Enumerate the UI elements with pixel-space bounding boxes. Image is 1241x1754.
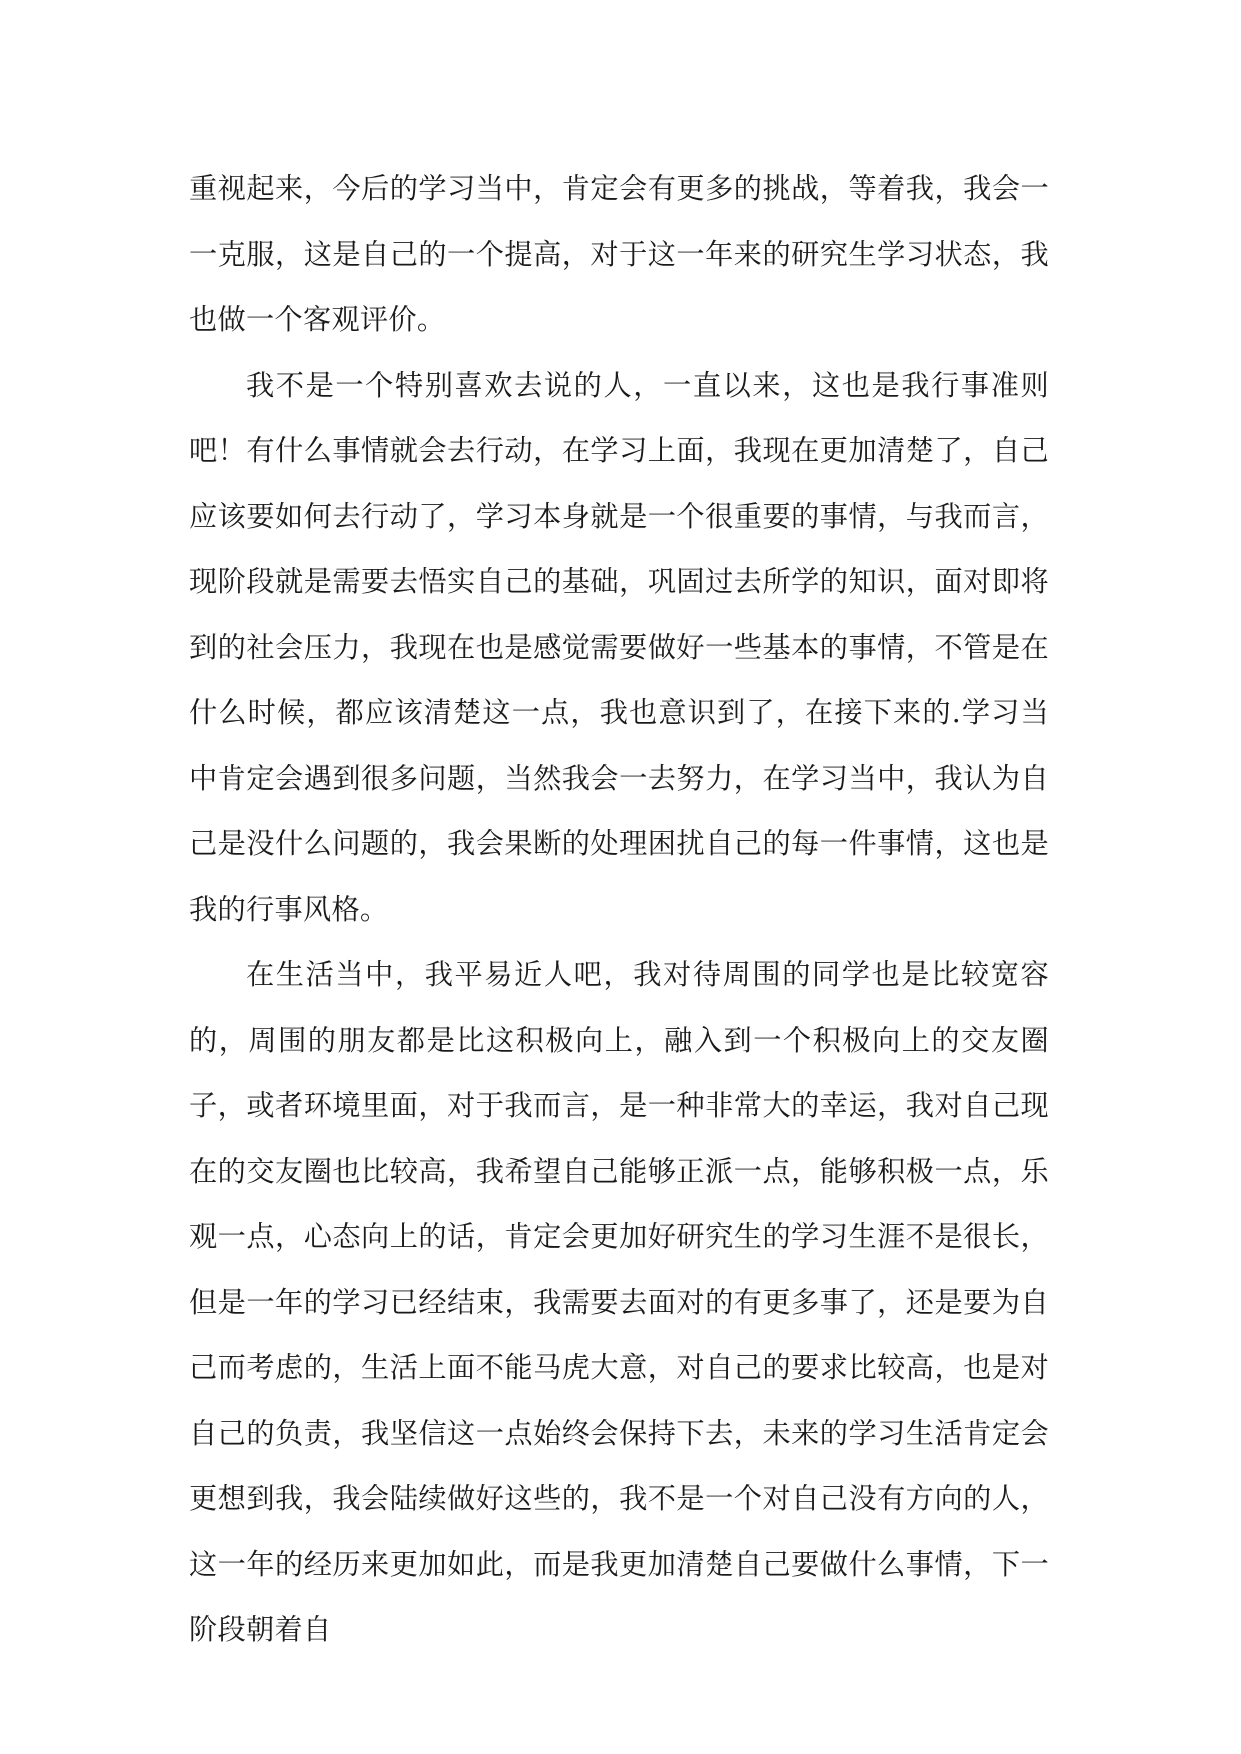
document-body — [189, 156, 1049, 1663]
paragraph-1: 重视起来，今后的学习当中，肯定会有更多的挑战，等着我，我会一一克服，这是自己的一个提高，对于这一年来的研究生学习状态，我也做一个客观评价。 — [189, 172, 1049, 336]
paragraph-2: 我不是一个特别喜欢去说的人，一直以来，这也是我行事准则吧！有什么事情就会去行动，在学习上面，我现在更加清楚了，自己应该要如何去行动了，学习本身就是一个很重要的事情，与我而言，现阶段就是需要去悟实自己的基础，巩固过去所学的知识，面对即将到的社会压力，我现在也是感觉需要做好一些基本的事情，不管是在什么时候，都应该清楚这一点，我也意识到了，在接下来的.学习当中肯定会遇到很多问题，当然我会一去努力，在学习当中，我认为自己是没什么问题的，我会果断的处理困扰自己的每一件事情，这也是我的行事风格。 — [189, 368, 1049, 926]
paragraph-3: 在生活当中，我平易近人吧，我对待周围的同学也是比较宽容的，周围的朋友都是比这积极向上，融入到一个积极向上的交友圈子，或者环境里面，对于我而言，是一种非常大的幸运，我对自己现在的交友圈也比较高，我希望自己能够正派一点，能够积极一点，乐观一点，心态向上的话，肯定会更加好研究生的学习生涯不是很长，但是一年的学习已经结束，我需要去面对的有更多事了，还是要为自己而考虑的，生活上面不能马虎大意，对自己的要求比较高，也是对自己的负责，我坚信这一点始终会保持下去，未来的学习生活肯定会更想到我，我会陆续做好这些的，我不是一个对自己没有方向的人，这一年的经历来更加如此，而是我更加清楚自己要做什么事情，下一阶段朝着自 — [189, 958, 1049, 1646]
